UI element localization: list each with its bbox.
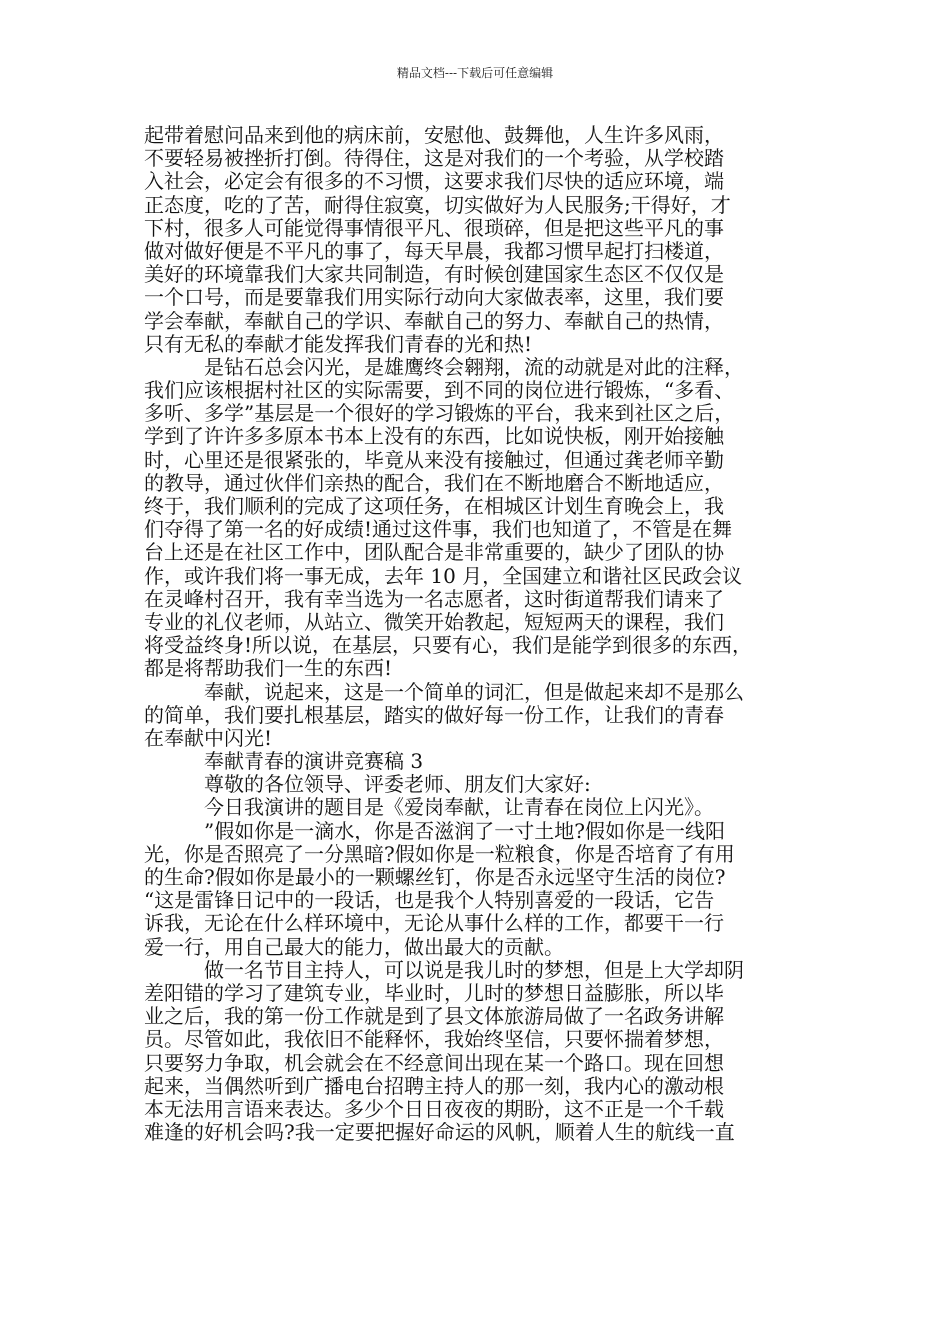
text-line: “这是雷锋日记中的一段话，也是我个人特别喜爱的一段话，它告: [144, 888, 715, 913]
text-line: 都是将帮助我们一生的东西!: [144, 656, 393, 681]
page-header: 精品文档---下载后可任意编辑: [396, 66, 554, 80]
text-line: 诉我，无论在什么样环境中，无论从事什么样的工作，都要干一行: [144, 911, 724, 936]
text-line: 难逢的好机会吗?我一定要把握好命运的风帆，顺着人生的航线一直: [144, 1120, 735, 1145]
text-line: 将受益终身!所以说，在基层，只要有心，我们是能学到很多的东西，: [144, 633, 753, 658]
text-line: 不要轻易被挫折打倒。待得住，这是对我们的一个考验，从学校踏: [144, 146, 724, 171]
text-line: 下村，很多人可能觉得事情很平凡、很琐碎，但是把这些平凡的事: [144, 215, 724, 240]
text-line: 起来，当偶然听到广播电台招聘主持人的那一刻，我内心的激动根: [144, 1073, 724, 1098]
text-line: 学会奉献，奉献自己的学识、奉献自己的努力、奉献自己的热情，: [144, 308, 724, 333]
paragraph-first-line: 尊敬的各位领导、评委老师、朋友们大家好:: [204, 772, 591, 797]
text-line: 爱一行，用自己最大的能力，做出最大的贡献。: [144, 934, 564, 959]
text-line: 在奉献中闪光!: [144, 725, 273, 750]
text-line: 终于，我们顺利的完成了这项任务，在相城区计划生育晚会上，我: [144, 494, 724, 518]
text-line: 只要努力争取，机会就会在不经意间出现在某一个路口。现在回想: [144, 1050, 724, 1075]
paragraph-first-line: 做一名节目主持人，可以说是我儿时的梦想，但是上大学却阴: [204, 957, 744, 982]
text-line: 差阳错的学习了建筑专业，毕业时，儿时的梦想日益膨胀，所以毕: [144, 980, 724, 1005]
text-line: 本无法用言语来表达。多少个日日夜夜的期盼，这不正是一个千载: [144, 1096, 724, 1121]
paragraph-first-line: 奉献，说起来，这是一个简单的词汇，但是做起来却不是那么: [204, 679, 744, 704]
text-line: 的生命?假如你是最小的一颗螺丝钉，你是否永远坚守生活的岗位?: [144, 865, 726, 889]
document-body: [144, 124, 824, 1144]
text-line: 只有无私的奉献才能发挥我们青春的光和热!: [144, 331, 533, 356]
text-line: 学到了许许多多原本书本上没有的东西，比如说快板，刚开始接触: [144, 424, 724, 449]
text-line: 一个口号，而是要靠我们用实际行动向大家做表率，这里，我们要: [144, 285, 724, 310]
text-line: 作，或许我们将一事无成，去年 10 月，全国建立和谐社区民政会议: [144, 563, 743, 588]
text-line: 美好的环境靠我们大家共同制造，有时候创建国家生态区不仅仅是: [144, 262, 724, 287]
text-line: 正态度，吃的了苦，耐得住寂寞，切实做好为人民服务;干得好，才: [144, 192, 731, 217]
text-line: 台上还是在社区工作中，团队配合是非常重要的，缺少了团队的协: [144, 540, 724, 565]
text-line: 们夺得了第一名的好成绩!通过这件事，我们也知道了，不管是在舞: [144, 517, 733, 542]
text-line: 起带着慰问品来到他的病床前，安慰他、鼓舞他，人生许多风雨，: [144, 123, 724, 147]
text-line: 入社会，必定会有很多的不习惯，这要求我们尽快的适应环境，端: [144, 169, 724, 194]
paragraph-first-line: 今日我演讲的题目是《爱岗奉献，让青春在岗位上闪光》。: [204, 795, 714, 820]
paragraph-first-line: 奉献青春的演讲竞赛稿 3: [204, 749, 424, 774]
text-line: 的简单，我们要扎根基层，踏实的做好每一份工作，让我们的青春: [144, 702, 724, 727]
text-line: 时，心里还是很紧张的，毕竟从来没有接触过，但通过龚老师辛勤: [144, 447, 724, 472]
paragraph-first-line: 是钻石总会闪光，是雄鹰终会翱翔，流的动就是对此的注释，: [204, 354, 744, 379]
text-line: 多听、多学”基层是一个很好的学习锻炼的平台，我来到社区之后，: [144, 401, 735, 426]
paragraph-first-line: ”假如你是一滴水，你是否滋润了一寸土地?假如你是一线阳: [204, 818, 725, 843]
text-line: 做对做好便是不平凡的事了，每天早晨，我都习惯早起打扫楼道，: [144, 238, 724, 263]
text-line: 的教导，通过伙伴们亲热的配合，我们在不断地磨合不断地适应，: [144, 470, 724, 495]
text-line: 在灵峰村召开，我有幸当选为一名志愿者，这时街道帮我们请来了: [144, 586, 724, 611]
text-line: 专业的礼仪老师，从站立、微笑开始教起，短短两天的课程，我们: [144, 609, 724, 634]
text-line: 光，你是否照亮了一分黑暗?假如你是一粒粮食，你是否培育了有用: [144, 841, 735, 866]
text-line: 我们应该根据村社区的实际需要，到不同的岗位进行锻炼，“多看、: [144, 378, 735, 403]
text-line: 员。尽管如此，我依旧不能释怀，我始终坚信，只要怀揣着梦想，: [144, 1027, 724, 1052]
text-line: 业之后，我的第一份工作就是到了县文体旅游局做了一名政务讲解: [144, 1004, 724, 1029]
